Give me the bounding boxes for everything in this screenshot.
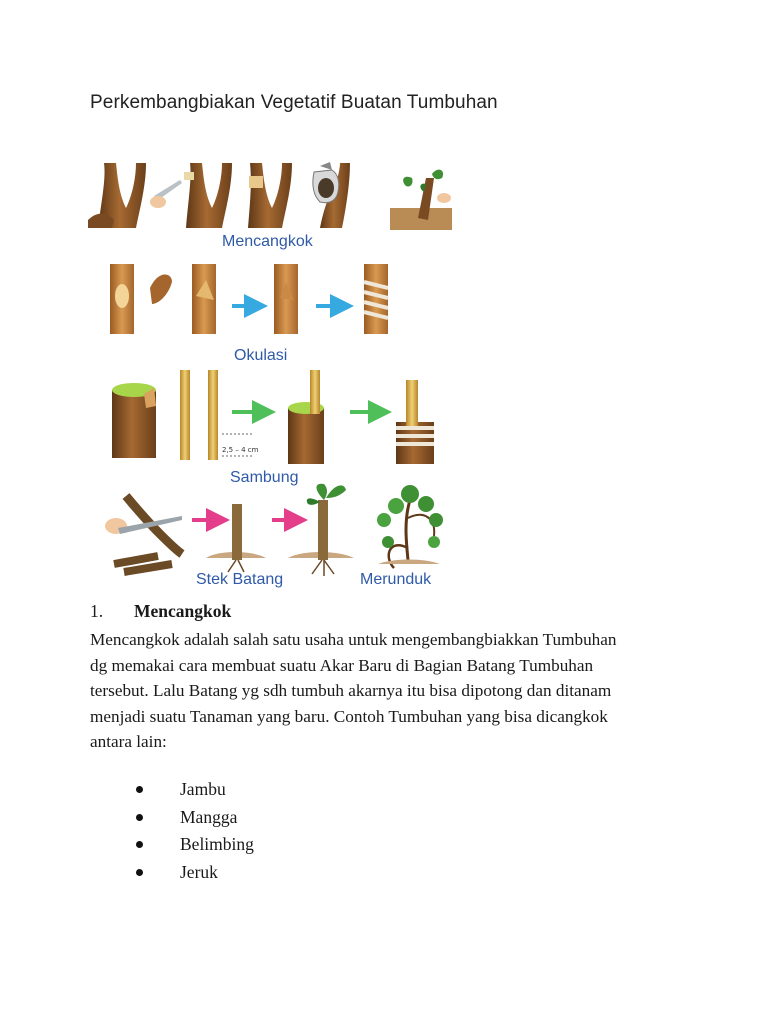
paragraph-line: dg memakai cara membuat suatu Akar Baru di Bagian Batang Tumbuhan bbox=[90, 655, 594, 675]
planted-cutting-icon bbox=[390, 170, 452, 230]
paragraph-line: Mencangkok adalah salah satu usaha untuk mengembangbiakkan Tumbuhan bbox=[90, 630, 617, 649]
bullet-icon bbox=[136, 814, 143, 821]
section-heading bbox=[90, 601, 231, 622]
mencangkok-row bbox=[88, 162, 452, 250]
stripped-branch-icon bbox=[248, 163, 292, 228]
propagation-illustration bbox=[88, 158, 456, 598]
scion-icon bbox=[180, 370, 190, 460]
graft-length-label: 2,5 – 4 cm bbox=[222, 446, 259, 454]
bush-icon bbox=[377, 485, 443, 568]
paragraph-line: tersebut. Lalu Batang yg sdh tumbuh akarnya itu bisa dipotong dan ditanam bbox=[90, 681, 612, 700]
section-paragraph bbox=[90, 627, 690, 755]
sambung-row bbox=[112, 370, 434, 486]
scion-icon bbox=[208, 370, 218, 460]
stek-merunduk-row bbox=[105, 484, 443, 588]
wrapped-soil-icon bbox=[313, 162, 350, 228]
okulasi-row bbox=[110, 264, 388, 364]
paragraph-line: antara lain: bbox=[90, 732, 167, 751]
caption-mencangkok: Mencangkok bbox=[222, 233, 313, 250]
caption-sambung: Sambung bbox=[230, 469, 299, 486]
section-number: 1. bbox=[90, 601, 104, 621]
caption-merunduk: Merunduk bbox=[360, 571, 432, 588]
page-title: Perkembangbiakan Vegetatif Buatan Tumbuhan bbox=[90, 92, 498, 113]
bullet-icon bbox=[136, 786, 143, 793]
caption-stek-batang: Stek Batang bbox=[196, 571, 284, 588]
seedling-icon bbox=[288, 484, 354, 576]
bullet-icon bbox=[136, 869, 143, 876]
paragraph-line: menjadi suatu Tanaman yang baru. Contoh Tumbuhan yang bisa dicangkok bbox=[90, 706, 608, 726]
tree-branch-icon bbox=[88, 163, 146, 228]
knife-icon bbox=[150, 163, 232, 228]
section-title: Mencangkok bbox=[134, 601, 232, 621]
caption-okulasi: Okulasi bbox=[234, 347, 288, 364]
bullet-icon bbox=[136, 841, 143, 848]
